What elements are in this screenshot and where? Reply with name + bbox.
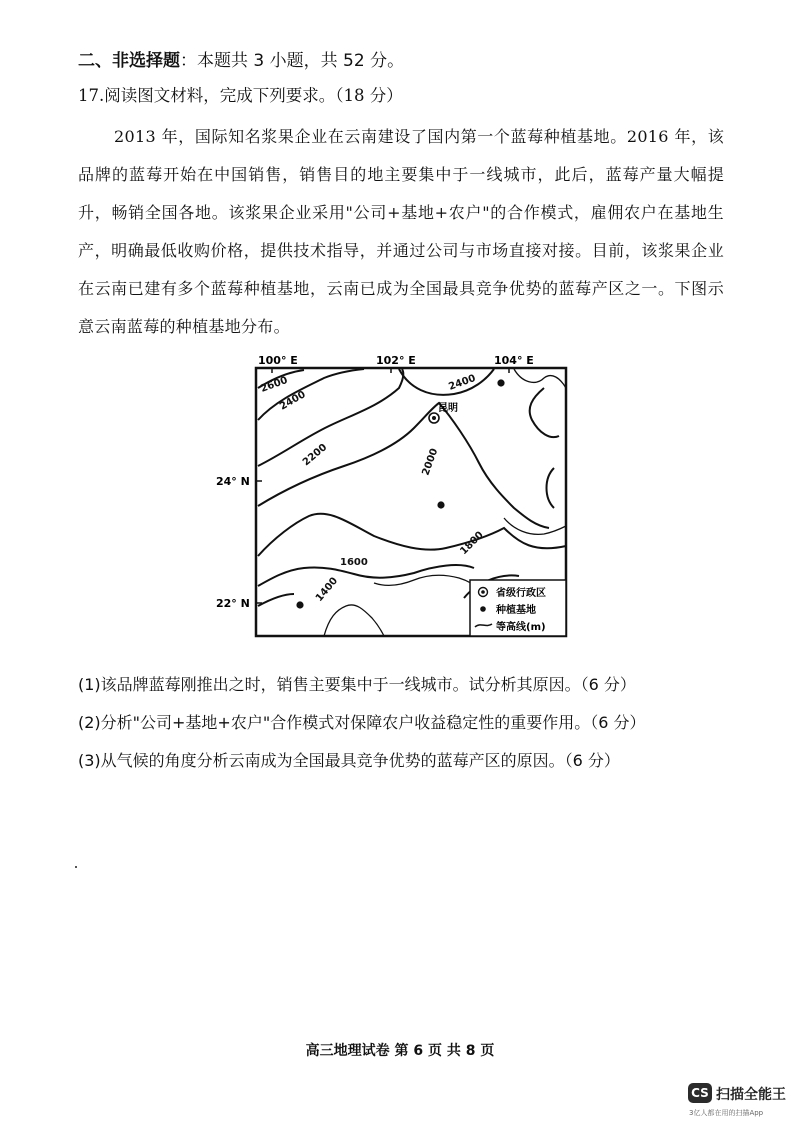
question-title: 17.阅读图文材料，完成下列要求。（18 分）	[78, 86, 403, 105]
lat-label-22: 22° N	[216, 597, 250, 610]
paragraph-text: 2013 年，国际知名浆果企业在云南建设了国内第一个蓝莓种植基地。2016 年，该品牌的蓝莓开始在中国销售，销售目的地主要集中于一线城市，此后，蓝莓产量大幅提升，畅销全国各地。该浆果企业采用"公司+基地+农户"的合作模式，雇佣农户在基地生产，明确最低收购价格，提供技术指导，并通过公司与市场直接对接。目前，该浆果企业在云南已建有多个蓝莓种植基地，云南已成为全国最具竞争优势的蓝莓产区之一。下图示意云南蓝莓的种植基地分布。	[78, 127, 724, 336]
contour-lines	[258, 369, 566, 606]
planting-base	[497, 379, 504, 386]
brand-name: 扫描全能王	[716, 1087, 786, 1103]
planting-base	[437, 501, 444, 508]
blueberry-base-map	[214, 348, 574, 643]
planting-base	[296, 601, 303, 608]
question-paragraph	[78, 118, 724, 346]
contour-label-1800: 1800	[458, 529, 486, 558]
contour-label-2200: 2200	[300, 441, 330, 469]
legend-capital: 省级行政区	[496, 588, 546, 599]
map-legend	[470, 580, 566, 636]
sub-question-2: (2)分析"公司+基地+农户"合作模式对保障农户收益稳定性的重要作用。（6 分）	[78, 713, 646, 732]
section-title-bold: 二、非选择题	[78, 51, 180, 71]
section-title	[78, 46, 404, 71]
scanner-watermark	[688, 1083, 798, 1123]
contour-label-2600: 2600	[259, 374, 290, 395]
section-title-rest: ：本题共 3 小题，共 52 分。	[180, 51, 405, 71]
city-label: 昆明	[438, 403, 458, 414]
contour-label-1600: 1600	[340, 557, 368, 568]
lon-label-100: 100° E	[258, 354, 298, 367]
lat-label-24: 24° N	[216, 475, 250, 488]
kunming-capital	[429, 401, 458, 423]
page-footer: 高三地理试卷 第 6 页 共 8 页	[305, 1043, 495, 1059]
lon-label-104: 104° E	[494, 354, 534, 367]
contour-label-2000: 2000	[420, 447, 441, 478]
brand-tagline: 3亿人都在用的扫描App	[689, 1109, 764, 1117]
lon-label-102: 102° E	[376, 354, 416, 367]
contour-label-1400: 1400	[313, 575, 341, 604]
contour-label-2400-west: 2400	[278, 389, 308, 413]
stray-dot	[75, 866, 77, 868]
contour-label-2400-east: 2400	[447, 372, 478, 393]
legend-base: 种植基地	[496, 605, 536, 616]
sub-question-1: (1)该品牌蓝莓刚推出之时，销售主要集中于一线城市。试分析其原因。（6 分）	[78, 675, 636, 694]
legend-contour: 等高线(m)	[496, 622, 546, 633]
sub-question-3: (3)从气候的角度分析云南成为全国最具竞争优势的蓝莓产区的原因。（6 分）	[78, 751, 620, 770]
cs-logo-icon: CS	[688, 1083, 712, 1103]
